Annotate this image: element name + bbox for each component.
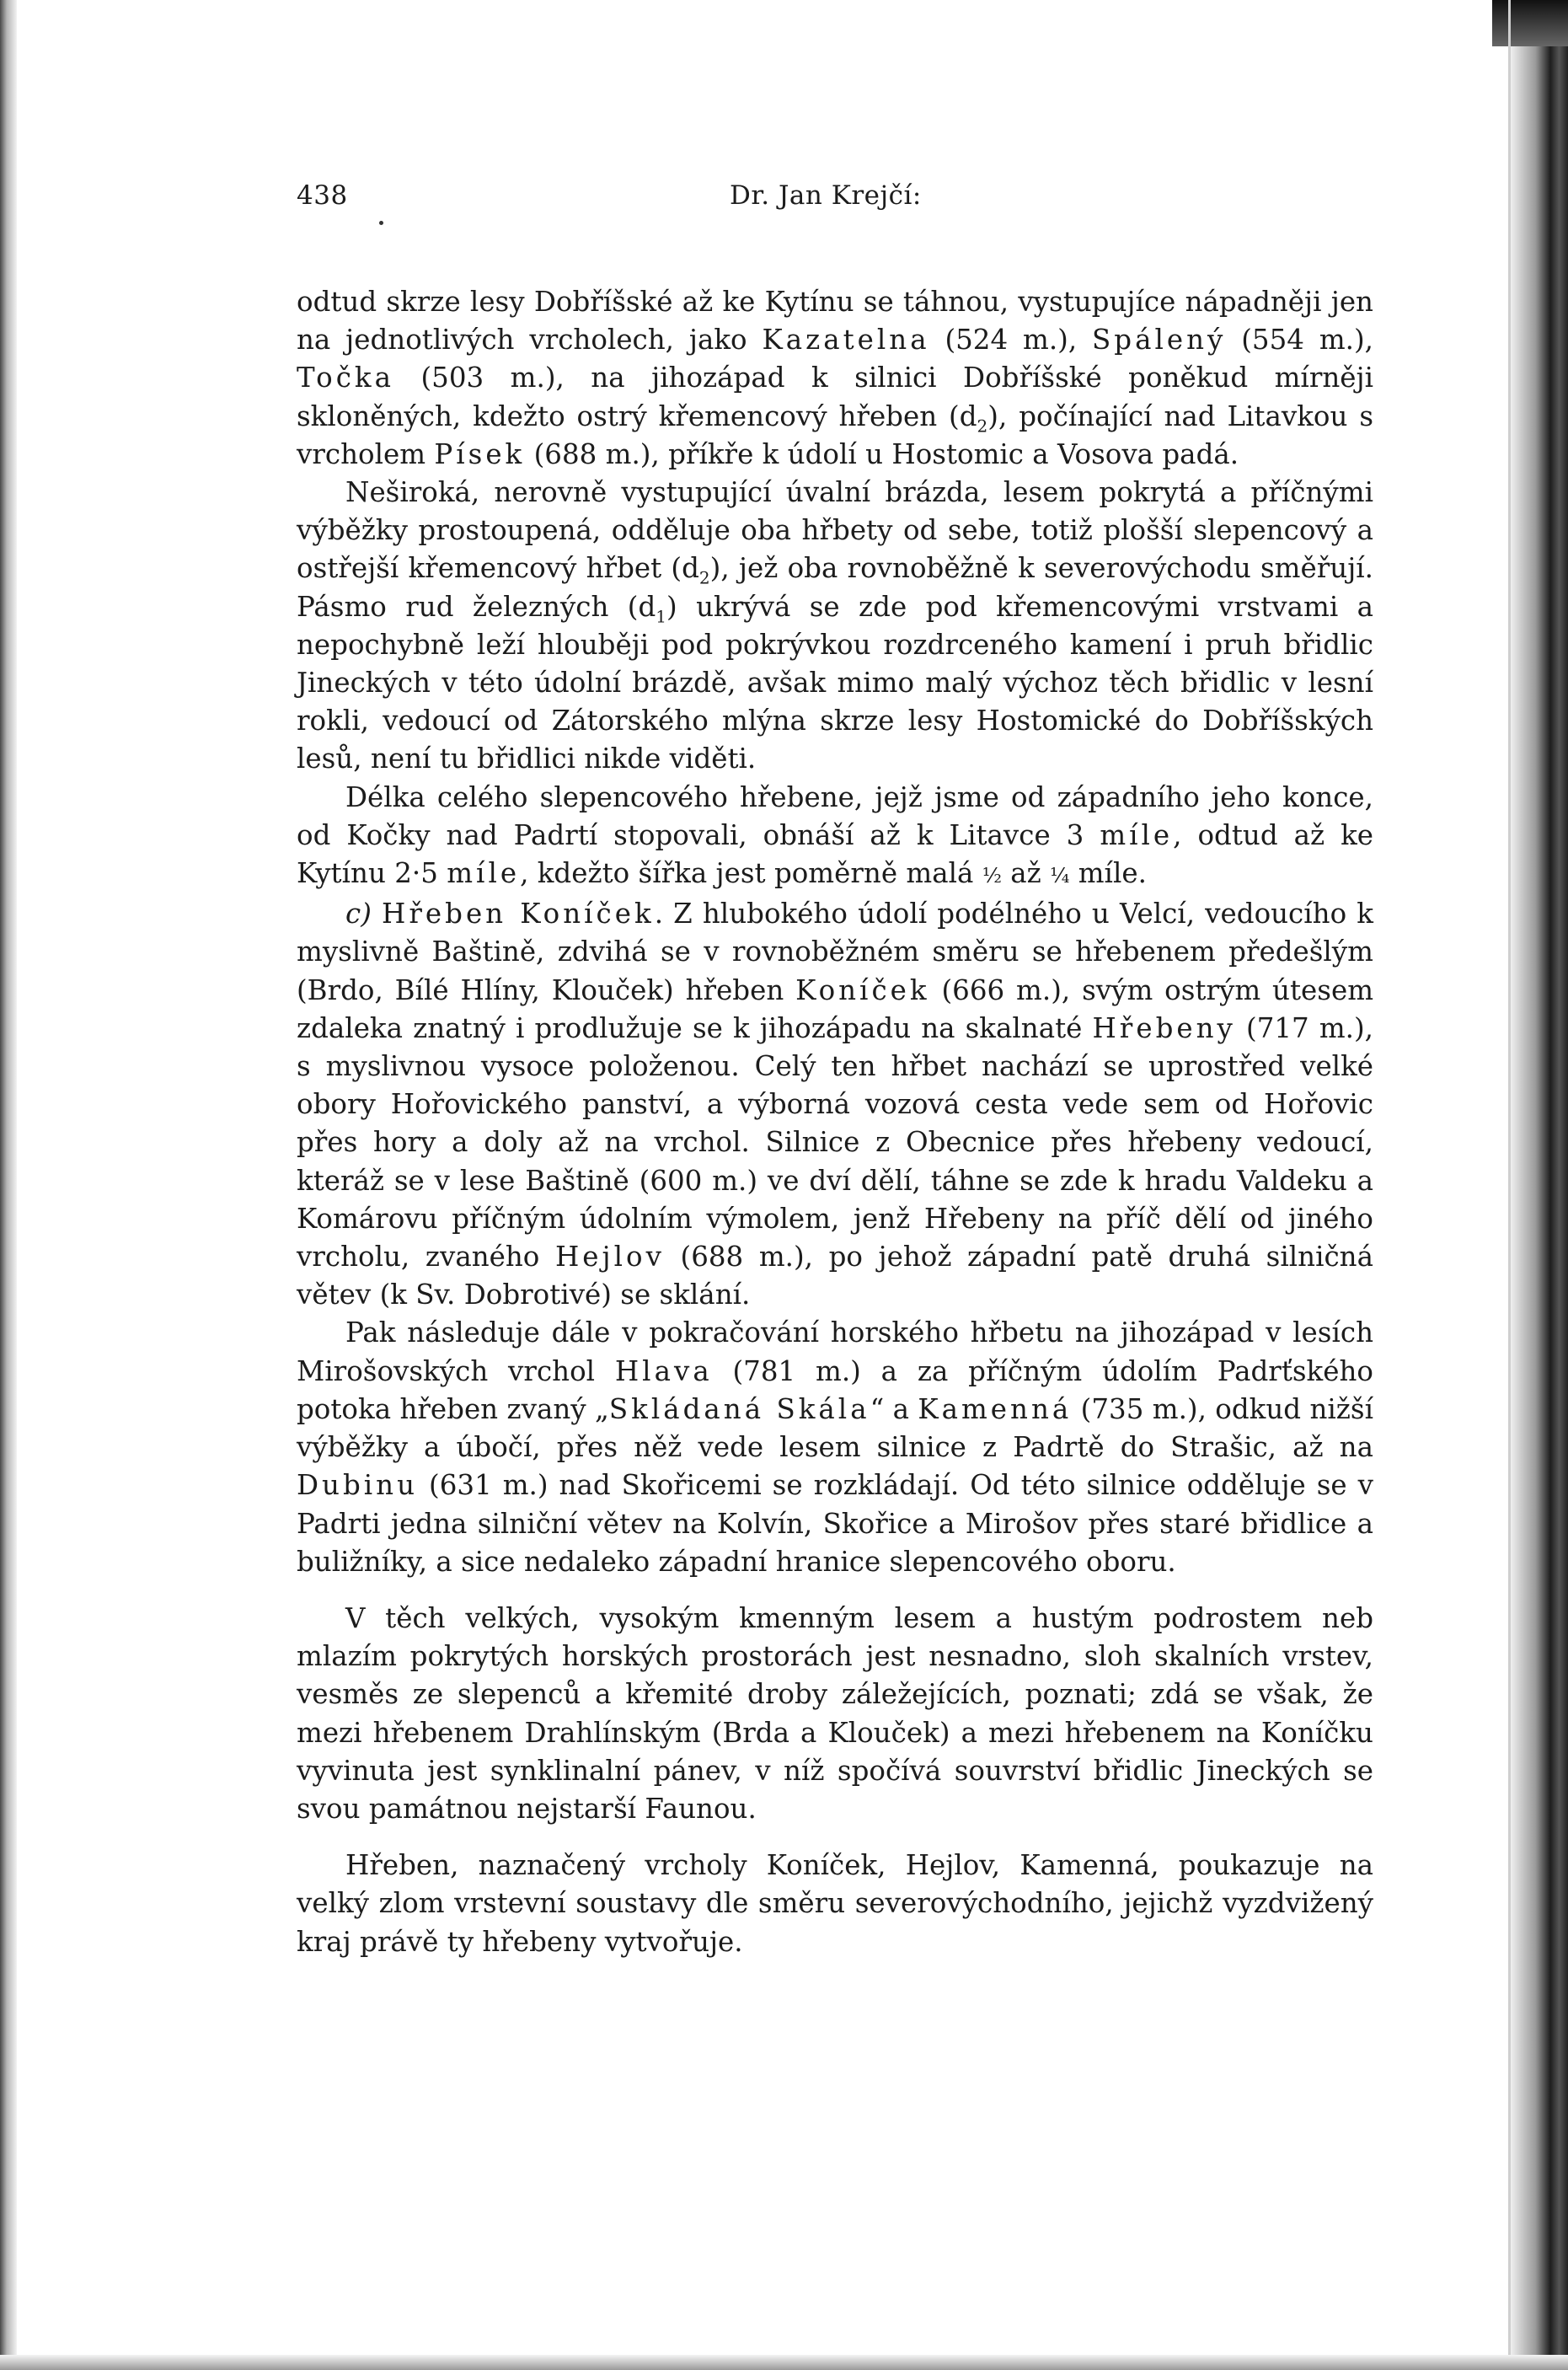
- text-run: (503 m.), na jihozápad k silnici Dobříšské poněkud mírněji skloněných, kdežto ostrý křemencový hřeben (d: [297, 362, 1373, 432]
- text-run: odtud skrze lesy Dobříšské až ke Kytínu se táhnou, vystupujíce nápadněji jen na jednotlivých vrcholech, jako: [297, 286, 1373, 357]
- paragraph: [297, 895, 1373, 1314]
- paragraph: [297, 1314, 1373, 1580]
- text-run: (781 m.) a za příčným údolím Padrťského potoka hřeben zvaný „: [297, 1354, 1373, 1425]
- spaced-term: míle: [447, 857, 521, 890]
- top-right-scan-corner: [1492, 0, 1568, 46]
- spaced-term: Skládaná Skála: [608, 1392, 870, 1425]
- text-run: až: [1001, 857, 1051, 890]
- running-title: Dr. Jan Krejčí:: [730, 180, 922, 211]
- spaced-term: míle: [1100, 818, 1174, 851]
- spaced-term: Dubinu: [297, 1469, 419, 1502]
- spaced-term: Spálený: [1092, 324, 1227, 357]
- text-run: , odtud až ke Kytínu 2·5: [297, 818, 1373, 890]
- paragraph: [297, 283, 1373, 474]
- text-run: “ a: [870, 1392, 918, 1425]
- text-run: V těch velkých, vysokým kmenným lesem a hustým podrostem neb mlazím pokrytých horských prostorách jest nesnadno, sloh skalních vrstev, vesměs ze slepenců a křemité droby záležejících, poznati; zdá se však, že mezi hřebenem Drahlínským (Brda a Klouček) a mezi hřebenem na Koníčku vyvinuta jest synklinalní pánev, v níž spočívá souvrství břidlic Jineckých se svou památnou nejstarší Faunou.: [297, 1601, 1373, 1825]
- text-run: (688 m.), po jehož západní patě druhá silničná větev (k Sv. Dobrotivé) se sklání.: [297, 1241, 1373, 1311]
- text-run: (688 m.), příkře k údolí u Hostomic a Vosova padá.: [525, 437, 1239, 470]
- spaced-term: Hřebeny: [1092, 1011, 1236, 1044]
- body-text: [297, 283, 1373, 1961]
- text-run: Délka celého slepencového hřebene, jejž jsme od západního jeho konce, od Kočky nad Padrtí stopovali, obnáší až k Litavce 3: [297, 780, 1373, 851]
- right-scan-edge: [1509, 0, 1568, 2370]
- left-scan-edge: [0, 0, 17, 2370]
- text-run: Neširoká, nerovně vystupující úvalní brázda, lesem pokrytá a příčnými výběžky prostoupená, odděluje oba hřbety od sebe, totiž plošší slepencový a ostřejší křemencový hřbet (d: [297, 476, 1373, 585]
- spaced-term: Točka: [297, 362, 394, 394]
- spaced-term: Hřeben Koníček: [382, 898, 655, 930]
- paragraph: [297, 1600, 1373, 1828]
- spaced-term: Hlava: [614, 1354, 713, 1387]
- subscript: 2: [977, 416, 988, 437]
- page-number: 438: [297, 180, 348, 211]
- text-run: (631 m.) nad Skořicemi se rozkládají. Od této silnice odděluje se v Padrti jedna silniční větev na Kolvín, Skořice a Mirošov přes staré břidlice a buližníky, a sice nedaleko západní hranice slepencového oboru.: [297, 1469, 1373, 1578]
- italic-text: c): [345, 898, 372, 930]
- page-content: [297, 180, 1373, 1961]
- subscript: 1: [656, 606, 667, 627]
- paragraph: [297, 1847, 1373, 1961]
- bottom-scan-edge: [0, 2355, 1568, 2370]
- text-run: míle.: [1069, 857, 1147, 890]
- page-fold-line: [1508, 0, 1511, 2370]
- paragraph: [297, 779, 1373, 896]
- header-dot-mark: [379, 221, 383, 225]
- text-run: Hřeben, naznačený vrcholy Koníček, Hejlov, Kamenná, poukazuje na velký zlom vrstevní soustavy dle směru severovýchodního, jejichž vyzdvižený kraj právě ty hřebeny vytvořuje.: [297, 1849, 1373, 1958]
- running-header: [297, 180, 1373, 231]
- text-run: ), počínající nad Litavkou s vrcholem: [297, 399, 1373, 470]
- subscript: 2: [698, 567, 710, 588]
- spaced-term: Kamenná: [918, 1392, 1073, 1425]
- fraction: ½: [982, 864, 1002, 888]
- text-run: [372, 898, 382, 930]
- text-run: (735 m.), odkud nižší výběžky a úbočí, přes něž vede lesem silnice z Padrtě do Strašic, až na: [297, 1392, 1373, 1464]
- text-run: (524 m.),: [929, 324, 1093, 357]
- spaced-term: Koníček: [795, 973, 930, 1006]
- text-run: Pak následuje dále v pokračování horského hřbetu na jihozápad v lesích Mirošovských vrchol: [297, 1316, 1373, 1387]
- spaced-term: Kazatelna: [762, 324, 930, 357]
- text-run: (717 m.), s myslivnou vysoce položenou. Celý ten hřbet nachází se uprostřed velké obory Hořovického panství, a výborná vozová cesta vede sem od Hořovic přes hory a doly až na vrchol. Silnice z Obecnice přes hřebeny vedoucí, kteráž se v lese Baštině (600 m.) ve dví dělí, táhne se zde k hradu Valdeku a Komárovu příčným údolním výmolem, jenž Hřebeny na příč dělí od jiného vrcholu, zvaného: [297, 1011, 1373, 1273]
- text-run: ) ukrývá se zde pod křemencovými vrstvami a nepochybně leží hlouběji pod pokrývkou rozdrceného kamení i pruh břidlic Jineckých v této údolní brázdě, avšak mimo malý výchoz těch břidlic v lesní rokli, vedoucí od Zátorského mlýna skrze lesy Hostomické do Dobříšských lesů, není tu břidlici nikde viděti.: [297, 590, 1374, 775]
- text-run: (554 m.),: [1226, 324, 1373, 357]
- text-run: ), jež oba rovnoběžně k severovýchodu směřují. Pásmo rud železných (d: [297, 552, 1374, 623]
- text-run: (666 m.), svým ostrým útesem zdaleka znatný i prodlužuje se k jihozápadu na skalnaté: [297, 973, 1374, 1044]
- text-run: . Z hlubokého údolí podélného u Velcí, vedoucího k myslivně Baštině, zdvihá se v rovnoběžném směru se hřebenem předešlým (Brdo, Bílé Hlíny, Klouček) hřeben: [297, 898, 1373, 1006]
- spaced-term: Hejlov: [554, 1241, 665, 1273]
- fraction: ¼: [1050, 864, 1070, 888]
- paragraph: [297, 474, 1373, 779]
- spaced-term: Písek: [434, 437, 526, 470]
- text-run: , kdežto šířka jest poměrně malá: [520, 857, 982, 890]
